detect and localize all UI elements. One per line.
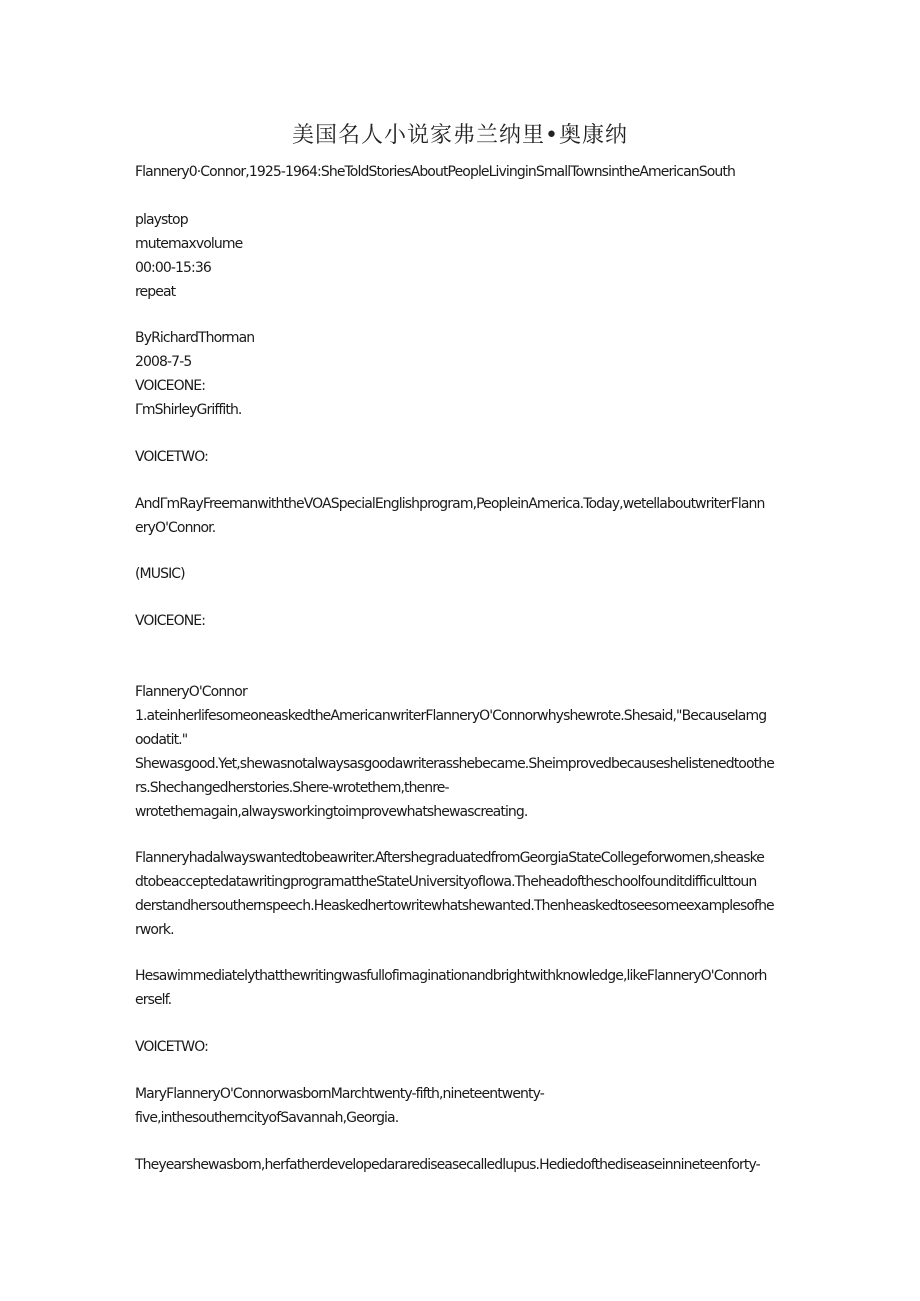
document-subtitle: Flannery0·Connor,1925-1964:SheToldStoriesAboutPeopleLivinginSmallTownsintheAmericanSouth bbox=[135, 164, 735, 180]
paragraph-line: MaryFlanneryO'ConnorwasbornMarchtwenty-fifth,nineteentwenty- bbox=[135, 1086, 544, 1102]
section-heading: FlanneryO'Connor bbox=[135, 684, 247, 700]
paragraph-line: erself. bbox=[135, 992, 172, 1008]
paragraph-line: five,inthesoutherncityofSavannah,Georgia. bbox=[135, 1110, 399, 1126]
paragraph-line: rwork. bbox=[135, 922, 174, 938]
publish-date: 2008-7-5 bbox=[135, 354, 192, 370]
paragraph-line: derstandhersouthernspeech.Heaskedhertowritewhatshewanted.Thenheaskedtoseesomeexamplesofhe bbox=[135, 898, 774, 914]
paragraph-line: oodatit." bbox=[135, 732, 188, 748]
player-repeat: repeat bbox=[135, 284, 176, 300]
speaker-label: VOICETWO: bbox=[135, 1039, 208, 1055]
paragraph-line: ΓmShirleyGriffith. bbox=[135, 402, 242, 418]
paragraph-line: dtobeacceptedatawritingprogramattheStateUniversityofIowa.Theheadoftheschoolfounditdifficulttoun bbox=[135, 874, 757, 890]
paragraph-line: eryO'Connor. bbox=[135, 520, 216, 536]
player-play-stop: playstop bbox=[135, 212, 188, 228]
paragraph-line: 1.ateinherlifesomeoneaskedtheAmericanwriterFlanneryO'Connorwhyshewrote.Shesaid,"BecauseIamg bbox=[135, 708, 767, 724]
music-cue: (MUSIC) bbox=[135, 566, 185, 582]
page-title: 美国名人小说家弗兰纳里•奥康纳 bbox=[292, 123, 628, 148]
paragraph-line: rs.Shechangedherstories.Shere-wrotethem,thenre- bbox=[135, 780, 449, 796]
speaker-label: VOICEONE: bbox=[135, 378, 206, 394]
paragraph-line: Theyearshewasborn,herfatherdevelopedararediseasecalledlupus.Hediedofthediseaseinnineteenforty- bbox=[135, 1157, 760, 1173]
speaker-label: VOICETWO: bbox=[135, 449, 208, 465]
paragraph-line: AndΓmRayFreemanwiththeVOASpecialEnglishprogram,PeopleinAmerica.Today,wetellaboutwriterFlann bbox=[135, 496, 765, 512]
player-time: 00:00-15:36 bbox=[135, 260, 211, 276]
paragraph-line: Shewasgood.Yet,shewasnotalwaysasgoodawriterasshebecame.Sheimprovedbecauseshelistenedtoothe bbox=[135, 756, 774, 772]
paragraph-line: wrotethemagain,alwaysworkingtoimprovewhatshewascreating. bbox=[135, 804, 528, 820]
speaker-label: VOICEONE: bbox=[135, 613, 206, 629]
paragraph-line: Flanneryhadalwayswantedtobeawriter.AftershegraduatedfromGeorgiaStateCollegeforwomen,sheaske bbox=[135, 850, 765, 866]
paragraph-line: Hesawimmediatelythatthewritingwasfullofimaginationandbrightwithknowledge,likeFlanneryO'Connorh bbox=[135, 968, 767, 984]
byline: ByRichardThorman bbox=[135, 330, 255, 346]
player-mute-volume: mutemaxvolume bbox=[135, 236, 243, 252]
